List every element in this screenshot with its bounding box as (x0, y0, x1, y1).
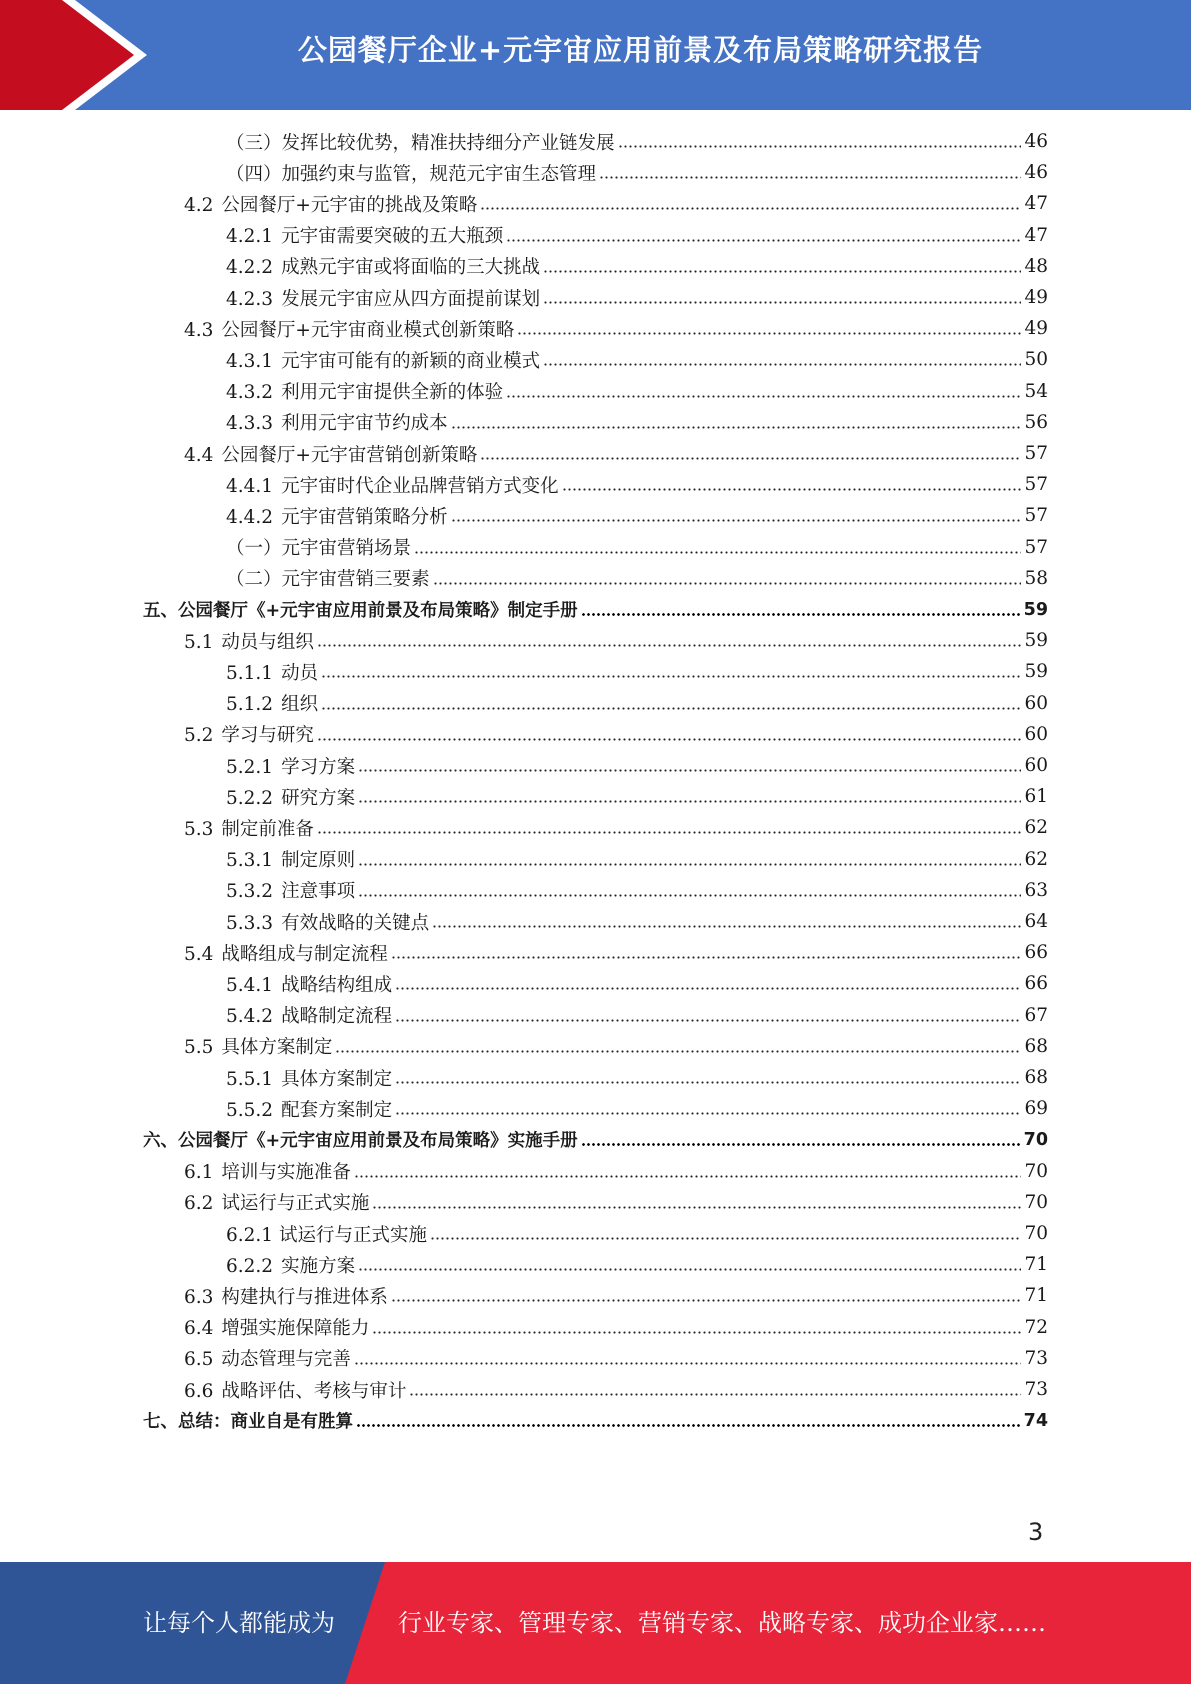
toc-dot-leader (372, 1331, 1021, 1334)
toc-dot-leader (358, 769, 1021, 772)
toc-dot-leader (391, 1299, 1022, 1302)
toc-entry[interactable] (226, 656, 1048, 687)
toc-dot-leader (543, 270, 1021, 273)
toc-entry[interactable] (226, 126, 1048, 157)
toc-dot-leader (317, 738, 1022, 741)
toc-entry[interactable] (226, 875, 1048, 906)
toc-entry[interactable] (226, 157, 1048, 188)
toc-entry-label (226, 909, 429, 935)
toc-dot-leader (395, 1081, 1021, 1084)
toc-entry-page: 66 (1024, 942, 1048, 964)
toc-entry[interactable] (226, 407, 1048, 438)
toc-entry-text: 动态管理与完善 (221, 1349, 351, 1371)
toc-entry-text: 发展元宇宙应从四方面提前谋划 (281, 288, 541, 310)
toc-entry-page: 67 (1024, 1004, 1048, 1026)
toc-entry[interactable] (143, 1405, 1048, 1436)
toc-entry-label (184, 1033, 332, 1059)
toc-entry-text: 实施方案 (281, 1255, 356, 1277)
toc-entry-label (184, 1158, 351, 1184)
toc-entry-label (226, 129, 615, 155)
toc-dot-leader (409, 1393, 1021, 1396)
toc-dot-leader (543, 301, 1021, 304)
toc-entry-text: 动员 (281, 662, 319, 684)
toc-entry-text: 具体方案制定 (221, 1037, 333, 1059)
toc-entry-page: 70 (1023, 1129, 1048, 1150)
toc-entry-number: 4.2.2 (226, 257, 274, 279)
toc-entry-label (226, 253, 540, 279)
toc-dot-leader (395, 1019, 1021, 1022)
toc-dot-leader (581, 613, 1021, 616)
toc-entry-number: 6.6 (184, 1380, 214, 1402)
toc-entry-number: 5.1 (184, 631, 214, 653)
toc-entry[interactable] (184, 1031, 1048, 1062)
toc-entry-label (226, 285, 540, 311)
toc-entry-number: 5.2.2 (226, 787, 274, 809)
toc-entry-label (226, 503, 448, 529)
toc-entry-label (184, 1345, 351, 1371)
toc-entry-text: 战略制定流程 (281, 1006, 393, 1028)
toc-entry-text: 战略结构组成 (281, 974, 393, 996)
toc-entry-label (143, 1408, 353, 1433)
toc-entry-page: 59 (1024, 630, 1048, 652)
toc-entry-text: 战略评估、考核与审计 (221, 1380, 407, 1402)
toc-entry-page: 69 (1024, 1098, 1048, 1120)
toc-entry-label (184, 191, 477, 217)
toc-entry-page: 56 (1024, 411, 1048, 433)
toc-entry[interactable] (226, 469, 1048, 500)
toc-dot-leader (480, 207, 1021, 210)
toc-entry[interactable] (226, 1093, 1048, 1124)
toc-entry-label (143, 597, 578, 622)
toc-entry-page: 74 (1023, 1410, 1048, 1431)
toc-entry-text: 6.2.1 试运行与正式实施 (226, 1224, 427, 1246)
toc-dot-leader (599, 176, 1021, 179)
toc-dot-leader (391, 956, 1022, 959)
footer-slogan-right: 行业专家、管理专家、营销专家、战略专家、成功企业家…… (398, 1609, 1046, 1637)
toc-entry-number: 4.2.1 (226, 226, 274, 248)
toc-dot-leader (321, 675, 1021, 678)
toc-dot-leader (506, 395, 1021, 398)
toc-entry-page: 59 (1024, 661, 1048, 683)
toc-dot-leader (317, 831, 1022, 834)
toc-dot-leader (618, 145, 1022, 148)
toc-entry[interactable] (184, 625, 1048, 656)
toc-dot-leader (451, 426, 1022, 429)
toc-dot-leader (433, 582, 1022, 585)
toc-entry-number: 4.2.3 (226, 288, 274, 310)
toc-entry-label (184, 316, 514, 342)
page-footer (0, 1562, 1191, 1684)
toc-entry-text: 成熟元宇宙或将面临的三大挑战 (281, 257, 541, 279)
toc-entry-text: 元宇宙需要突破的五大瓶颈 (281, 226, 504, 248)
toc-entry-text: 利用元宇宙提供全新的体验 (281, 382, 504, 404)
toc-entry[interactable] (226, 1000, 1048, 1031)
toc-entry-number: 6.3 (184, 1286, 214, 1308)
toc-entry-page: 63 (1024, 879, 1048, 901)
toc-entry-number: 4.3.3 (226, 413, 274, 435)
toc-entry-number: 5.5.1 (226, 1068, 274, 1090)
toc-entry-page: 68 (1024, 1035, 1048, 1057)
toc-dot-leader (506, 239, 1021, 242)
toc-entry-label (143, 1127, 578, 1152)
toc-entry-page: 62 (1024, 817, 1048, 839)
toc-dot-leader (430, 1237, 1021, 1240)
toc-entry-number: 5.4 (184, 943, 214, 965)
toc-dot-leader (480, 457, 1021, 460)
toc-entry-number: 4.3.1 (226, 350, 274, 372)
toc-entry-page: 60 (1024, 692, 1048, 714)
toc-entry-page: 57 (1024, 536, 1048, 558)
toc-entry-text: 构建执行与推进体系 (221, 1286, 388, 1308)
toc-entry[interactable] (184, 1187, 1048, 1218)
toc-entry-page: 64 (1024, 911, 1048, 932)
toc-entry-page: 60 (1024, 755, 1048, 776)
toc-entry-text: （四）加强约束与监管，规范元宇宙生态管理 (226, 163, 597, 185)
toc-entry[interactable] (226, 906, 1048, 937)
toc-entry-label (226, 971, 392, 997)
toc-entry-page: 46 (1024, 162, 1048, 184)
toc-entry-text: （三）发挥比较优势，精准扶持细分产业链发展 (226, 132, 615, 154)
toc-entry-number: 4.2 (184, 194, 214, 216)
toc-entry[interactable] (226, 344, 1048, 375)
toc-entry-label (226, 753, 355, 779)
toc-dot-leader (358, 1268, 1021, 1271)
toc-entry-text: 学习与研究 (221, 725, 314, 747)
toc-entry-label (226, 160, 596, 186)
toc-entry-label (226, 846, 355, 872)
toc-entry[interactable] (143, 1124, 1048, 1155)
toc-entry-text: 试运行与正式实施 (221, 1193, 370, 1215)
toc-entry-text: 公园餐厅+元宇宙营销创新策略 (221, 444, 478, 466)
toc-dot-leader (317, 644, 1022, 647)
toc-entry-number: 5.2 (184, 725, 214, 747)
toc-dot-leader (581, 1143, 1021, 1146)
toc-entry-text: 有效战略的关键点 (281, 912, 430, 934)
toc-entry-label (226, 534, 411, 560)
toc-entry[interactable] (143, 594, 1048, 625)
toc-entry-number: 4.4 (184, 444, 214, 466)
toc-entry-text: 配套方案制定 (281, 1099, 393, 1121)
toc-entry-text: 元宇宙时代企业品牌营销方式变化 (281, 475, 559, 497)
toc-entry[interactable] (184, 812, 1048, 843)
toc-entry-text: 动员与组织 (221, 631, 314, 653)
toc-dot-leader (335, 1050, 1021, 1053)
toc-entry-page: 57 (1024, 474, 1048, 496)
toc-entry-label (226, 1252, 355, 1278)
toc-entry-label (226, 784, 355, 810)
toc-entry-label (226, 659, 318, 685)
toc-dot-leader (358, 863, 1021, 866)
toc-entry-number: 5.1.2 (226, 694, 274, 716)
toc-entry-label (226, 1065, 392, 1091)
toc-entry-page: 49 (1024, 287, 1048, 308)
toc-entry[interactable] (226, 251, 1048, 282)
toc-entry-text: 制定原则 (281, 850, 356, 872)
toc-dot-leader (395, 987, 1021, 990)
toc-entry[interactable] (226, 781, 1048, 812)
toc-entry-page: 60 (1024, 723, 1048, 745)
toc-entry-page: 47 (1024, 224, 1048, 246)
toc-entry-label (226, 347, 540, 373)
toc-entry[interactable] (184, 1156, 1048, 1187)
toc-entry-text: 组织 (281, 694, 319, 716)
toc-entry-text: 制定前准备 (221, 818, 314, 840)
toc-entry-label (226, 565, 430, 591)
toc-entry-number: 6.5 (184, 1349, 214, 1371)
toc-entry-number: 5.5 (184, 1037, 214, 1059)
toc-dot-leader (432, 925, 1021, 928)
toc-entry-text: 战略组成与制定流程 (221, 943, 388, 965)
toc-entry-label (226, 877, 355, 903)
toc-entry-page: 70 (1024, 1223, 1048, 1244)
toc-entry-page: 71 (1024, 1254, 1048, 1276)
toc-entry-page: 66 (1024, 973, 1048, 995)
toc-entry-page: 62 (1024, 848, 1048, 870)
toc-dot-leader (372, 1206, 1021, 1209)
toc-entry[interactable] (226, 376, 1048, 407)
toc-entry-label (184, 1314, 369, 1340)
toc-dot-leader (562, 488, 1022, 491)
toc-entry-page: 59 (1023, 599, 1048, 620)
toc-entry-label (184, 721, 314, 747)
toc-entry-number: 5.3.2 (226, 881, 274, 903)
toc-entry-page: 54 (1024, 380, 1048, 402)
toc-entry[interactable] (226, 563, 1048, 594)
page-number: 3 (1028, 1518, 1044, 1546)
toc-entry-number: 5.2.1 (226, 756, 274, 778)
toc-entry-text: 具体方案制定 (281, 1068, 393, 1090)
page-header (0, 0, 1191, 110)
toc-entry-label (226, 1002, 392, 1028)
toc-entry-label (226, 409, 448, 435)
toc-entry-text: 七、总结：商业自是有胜算 (143, 1412, 353, 1433)
toc-entry[interactable] (184, 1343, 1048, 1374)
toc-entry[interactable] (184, 937, 1048, 968)
footer-slogan-left: 让每个人都能成为 (143, 1609, 335, 1637)
toc-entry-page: 72 (1024, 1316, 1048, 1338)
toc-entry-page: 70 (1024, 1160, 1048, 1182)
toc-entry-page: 50 (1024, 349, 1048, 371)
toc-entry[interactable] (184, 188, 1048, 219)
toc-entry-page: 71 (1024, 1285, 1048, 1307)
toc-entry-page: 58 (1024, 567, 1048, 589)
toc-entry-text: 五、公园餐厅《+元宇宙应用前景及布局策略》制定手册 (143, 601, 578, 621)
toc-entry-label (226, 378, 503, 404)
toc-entry[interactable] (184, 1312, 1048, 1343)
toc-dot-leader (358, 800, 1021, 803)
toc-entry[interactable] (226, 500, 1048, 531)
toc-entry[interactable] (226, 1218, 1048, 1249)
toc-dot-leader (395, 1112, 1021, 1115)
toc-entry-label (226, 1221, 427, 1247)
toc-entry-page: 57 (1024, 443, 1048, 464)
toc-entry-label (226, 222, 503, 248)
toc-entry-text: （一）元宇宙营销场景 (226, 538, 412, 560)
toc-entry-number: 5.5.2 (226, 1099, 274, 1121)
toc-entry-number: 5.3.3 (226, 912, 274, 934)
toc-entry[interactable] (226, 532, 1048, 563)
document-title: 公园餐厅企业+元宇宙应用前景及布局策略研究报告 (297, 33, 984, 67)
toc-entry-label (184, 940, 388, 966)
toc-entry-number: 4.3 (184, 319, 214, 341)
toc-entry-page: 68 (1024, 1067, 1048, 1088)
toc-entry-text: 公园餐厅+元宇宙的挑战及策略 (221, 194, 478, 216)
toc-entry-number: 4.3.2 (226, 382, 274, 404)
toc-entry-number: 6.2 (184, 1193, 214, 1215)
toc-entry-number: 4.4.2 (226, 506, 274, 528)
toc-entry-text: 元宇宙营销策略分析 (281, 506, 448, 528)
toc-entry-number: 6.1 (184, 1162, 214, 1184)
toc-entry[interactable] (184, 438, 1048, 469)
toc-entry[interactable] (226, 968, 1048, 999)
toc-entry-label (184, 1189, 369, 1215)
toc-entry-label (226, 1096, 392, 1122)
toc-entry-label (226, 690, 318, 716)
toc-entry-text: 公园餐厅+元宇宙商业模式创新策略 (221, 319, 515, 341)
toc-entry-page: 61 (1024, 786, 1048, 808)
toc-dot-leader (451, 519, 1022, 522)
toc-dot-leader (321, 707, 1021, 710)
toc-entry-text: 元宇宙可能有的新颖的商业模式 (281, 350, 541, 372)
toc-entry[interactable] (226, 1249, 1048, 1280)
toc-entry-number: 4.4.1 (226, 475, 274, 497)
toc-entry-label (184, 441, 477, 467)
toc-dot-leader (358, 894, 1021, 897)
toc-entry-number: 5.4.2 (226, 1006, 274, 1028)
toc-entry[interactable] (184, 719, 1048, 750)
toc-entry[interactable] (226, 688, 1048, 719)
toc-entry-label (226, 472, 559, 498)
toc-entry-page: 73 (1024, 1347, 1048, 1369)
toc-entry[interactable] (184, 313, 1048, 344)
toc-entry-label (184, 628, 314, 654)
toc-dot-leader (517, 332, 1021, 335)
toc-entry-text: 利用元宇宙节约成本 (281, 413, 448, 435)
toc-dot-leader (543, 363, 1021, 366)
toc-entry-number: 5.4.1 (226, 974, 274, 996)
toc-entry-text: 学习方案 (281, 756, 356, 778)
toc-entry-number: 6.2.2 (226, 1255, 274, 1277)
toc-entry[interactable] (184, 1280, 1048, 1311)
toc-entry-number: 6.4 (184, 1318, 214, 1340)
toc-entry-text: 注意事项 (281, 881, 356, 903)
toc-entry-label (184, 815, 314, 841)
toc-entry-text: 培训与实施准备 (221, 1162, 351, 1184)
toc-entry-page: 46 (1024, 131, 1048, 152)
toc-entry-number: 5.1.1 (226, 662, 274, 684)
toc-entry-text: 增强实施保障能力 (221, 1318, 370, 1340)
toc-entry[interactable] (184, 1374, 1048, 1405)
toc-entry-number: 5.3.1 (226, 850, 274, 872)
toc-entry-label (184, 1283, 388, 1309)
toc-entry[interactable] (226, 1062, 1048, 1093)
toc-dot-leader (356, 1424, 1021, 1427)
toc-entry-text: （二）元宇宙营销三要素 (226, 569, 430, 591)
toc-entry-page: 73 (1024, 1379, 1048, 1400)
toc-dot-leader (354, 1175, 1022, 1178)
toc-entry-page: 48 (1024, 255, 1048, 277)
toc-entry[interactable] (226, 844, 1048, 875)
toc-dot-leader (354, 1362, 1022, 1365)
toc-entry[interactable] (226, 750, 1048, 781)
toc-entry[interactable] (226, 282, 1048, 313)
toc-entry-text: 六、公园餐厅《+元宇宙应用前景及布局策略》实施手册 (143, 1131, 578, 1152)
toc-entry-page: 47 (1024, 193, 1048, 215)
toc-entry-page: 49 (1024, 318, 1048, 340)
toc-dot-leader (414, 551, 1021, 554)
toc-entry-page: 57 (1024, 505, 1048, 527)
toc-entry-number: 5.3 (184, 818, 214, 840)
toc-entry-text: 研究方案 (281, 787, 356, 809)
toc-entry-page: 70 (1024, 1191, 1048, 1213)
toc-entry-label (184, 1377, 406, 1403)
toc-entry[interactable] (226, 220, 1048, 251)
